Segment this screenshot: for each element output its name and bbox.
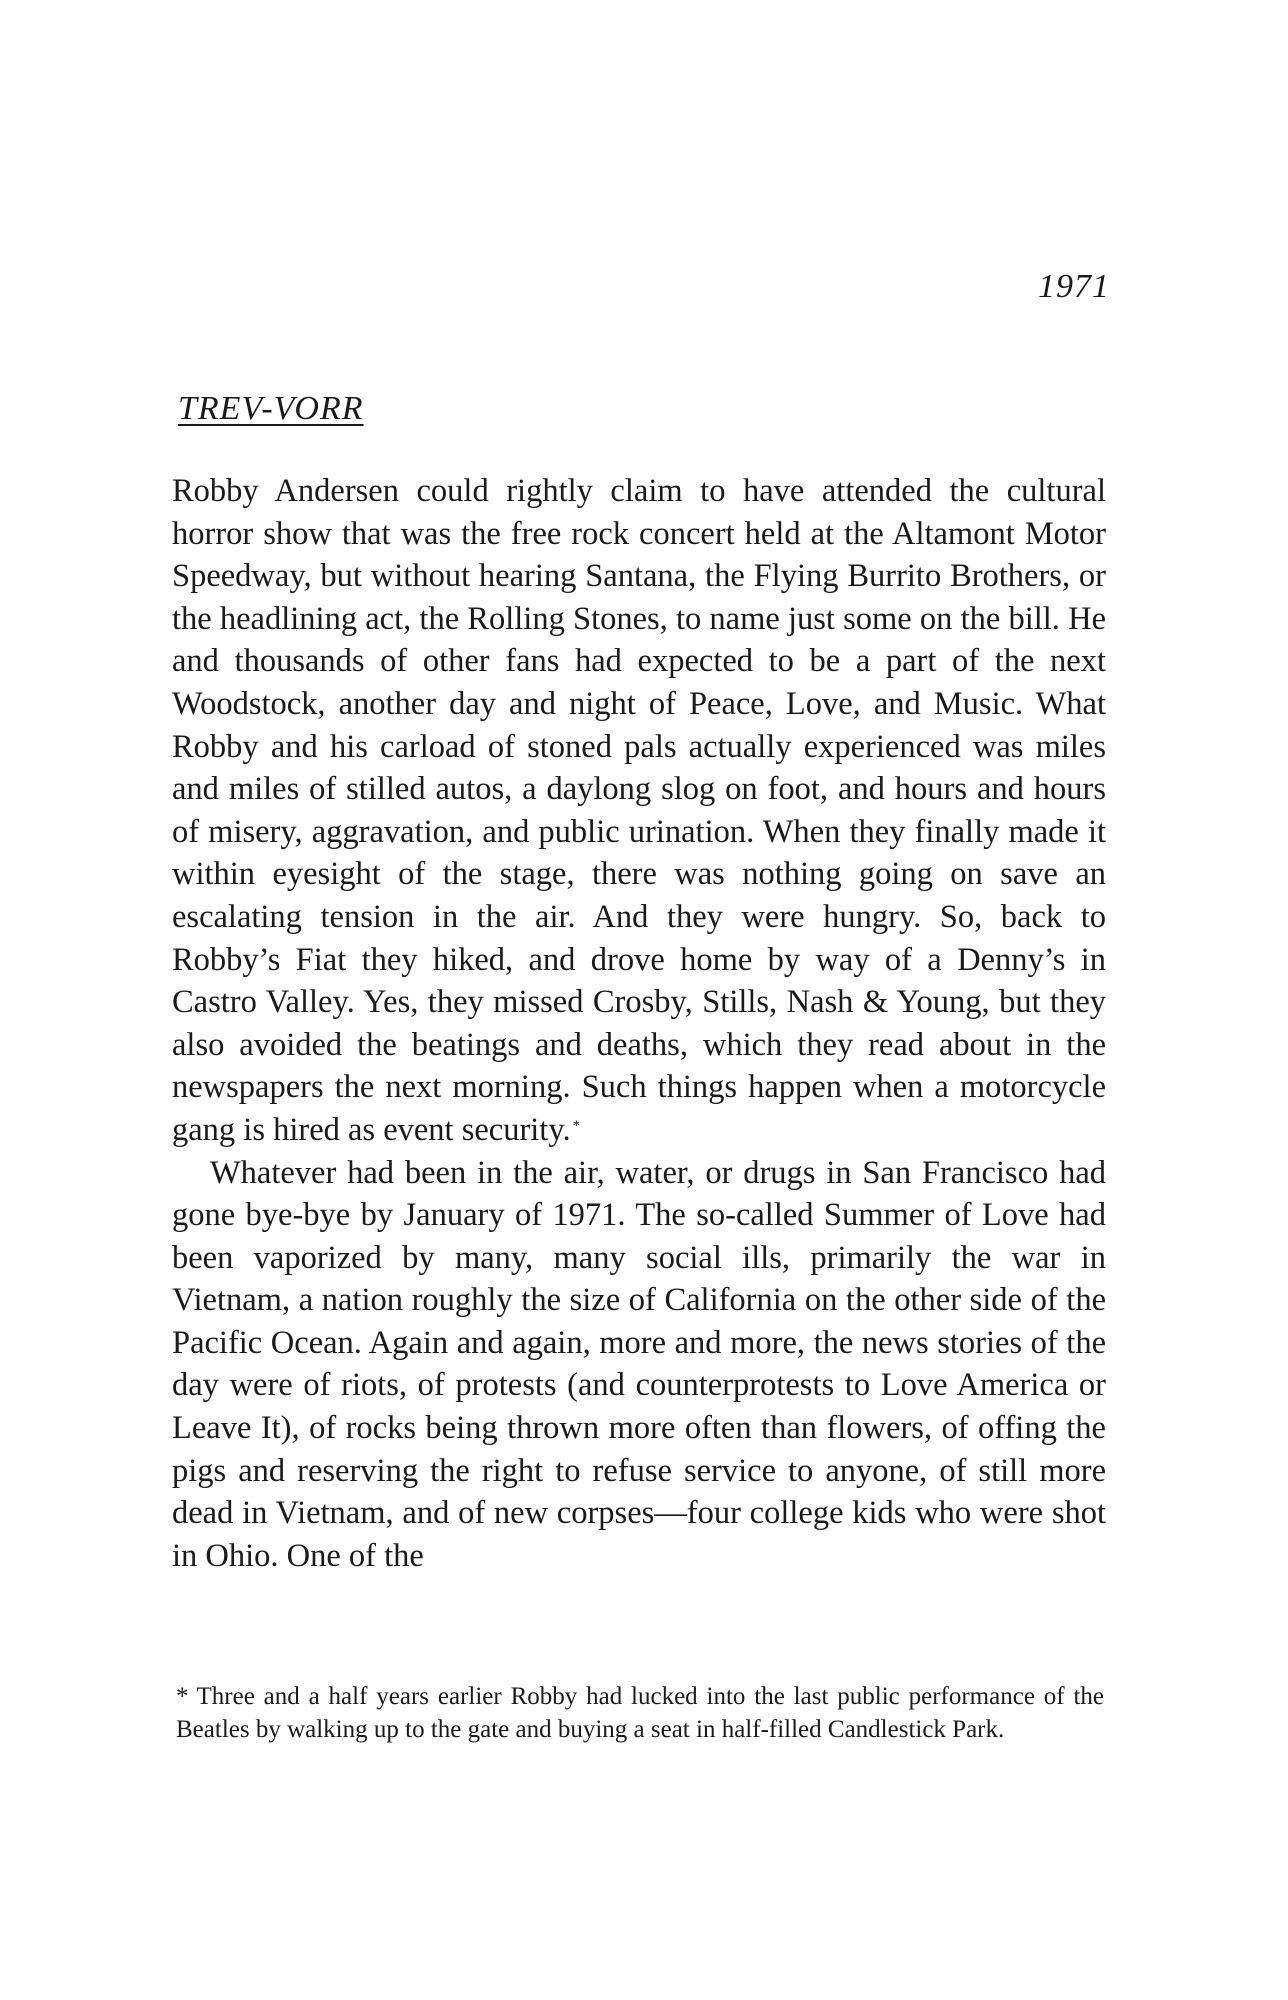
paragraph	[172, 1152, 1106, 1578]
footnote	[176, 1680, 1104, 1746]
paragraph-text: Robby Andersen could rightly claim to have attended the cultural horror show that was the free rock concert held at the Altamont Motor Speedway, but without hearing Santana, the Flying Burrito Brothers, or the headlining act, the Rolling Stones, to name just some on the bill. He and thousands of other fans had expected to be a part of the next Woodstock, another day and night of Peace, Love, and Music. What Robby and his carload of stoned pals actually experienced was miles and miles of stilled autos, a daylong slog on foot, and hours and hours of misery, aggravation, and public urination. When they finally made it within eyesight of the stage, there was nothing going on save an escalating tension in the air. And they were hungry. So, back to Robby’s Fiat they hiked, and drove home by way of a Denny’s in Castro Valley. Yes, they missed Crosby, Stills, Nash & Young, but they also avoided the beatings and deaths, which they read about in the newspapers the next morning. Such things happen when a motorcycle gang is hired as event security.	[172, 473, 1106, 1148]
page-header-year: 1971	[1038, 268, 1110, 305]
footnote-text: Three and a half years earlier Robby had lucked into the last public performance of the Beatles by walking up to the gate and buying a seat in half-filled Candlestick Park.	[176, 1683, 1104, 1743]
chapter-title: TREV-VORR	[178, 390, 364, 427]
body-text	[172, 470, 1106, 1577]
footnote-marker: *	[176, 1683, 189, 1710]
paragraph-text: Whatever had been in the air, water, or drugs in San Francisco had gone bye-bye by January of 1971. The so-called Summer of Love had been vaporized by many, many social ills, primarily the war in Vietnam, a nation roughly the size of California on the other side of the Pacific Ocean. Again and again, more and more, the news stories of the day were of riots, of protests (and counterprotests to Love America or Leave It), of rocks being thrown more often than flowers, of offing the pigs and reserving the right to refuse service to anyone, of still more dead in Vietnam, and of new corpses—four college kids who were shot in Ohio. One of the	[172, 1154, 1106, 1574]
footnote-reference[interactable]: *	[572, 1117, 581, 1134]
paragraph	[172, 470, 1106, 1152]
